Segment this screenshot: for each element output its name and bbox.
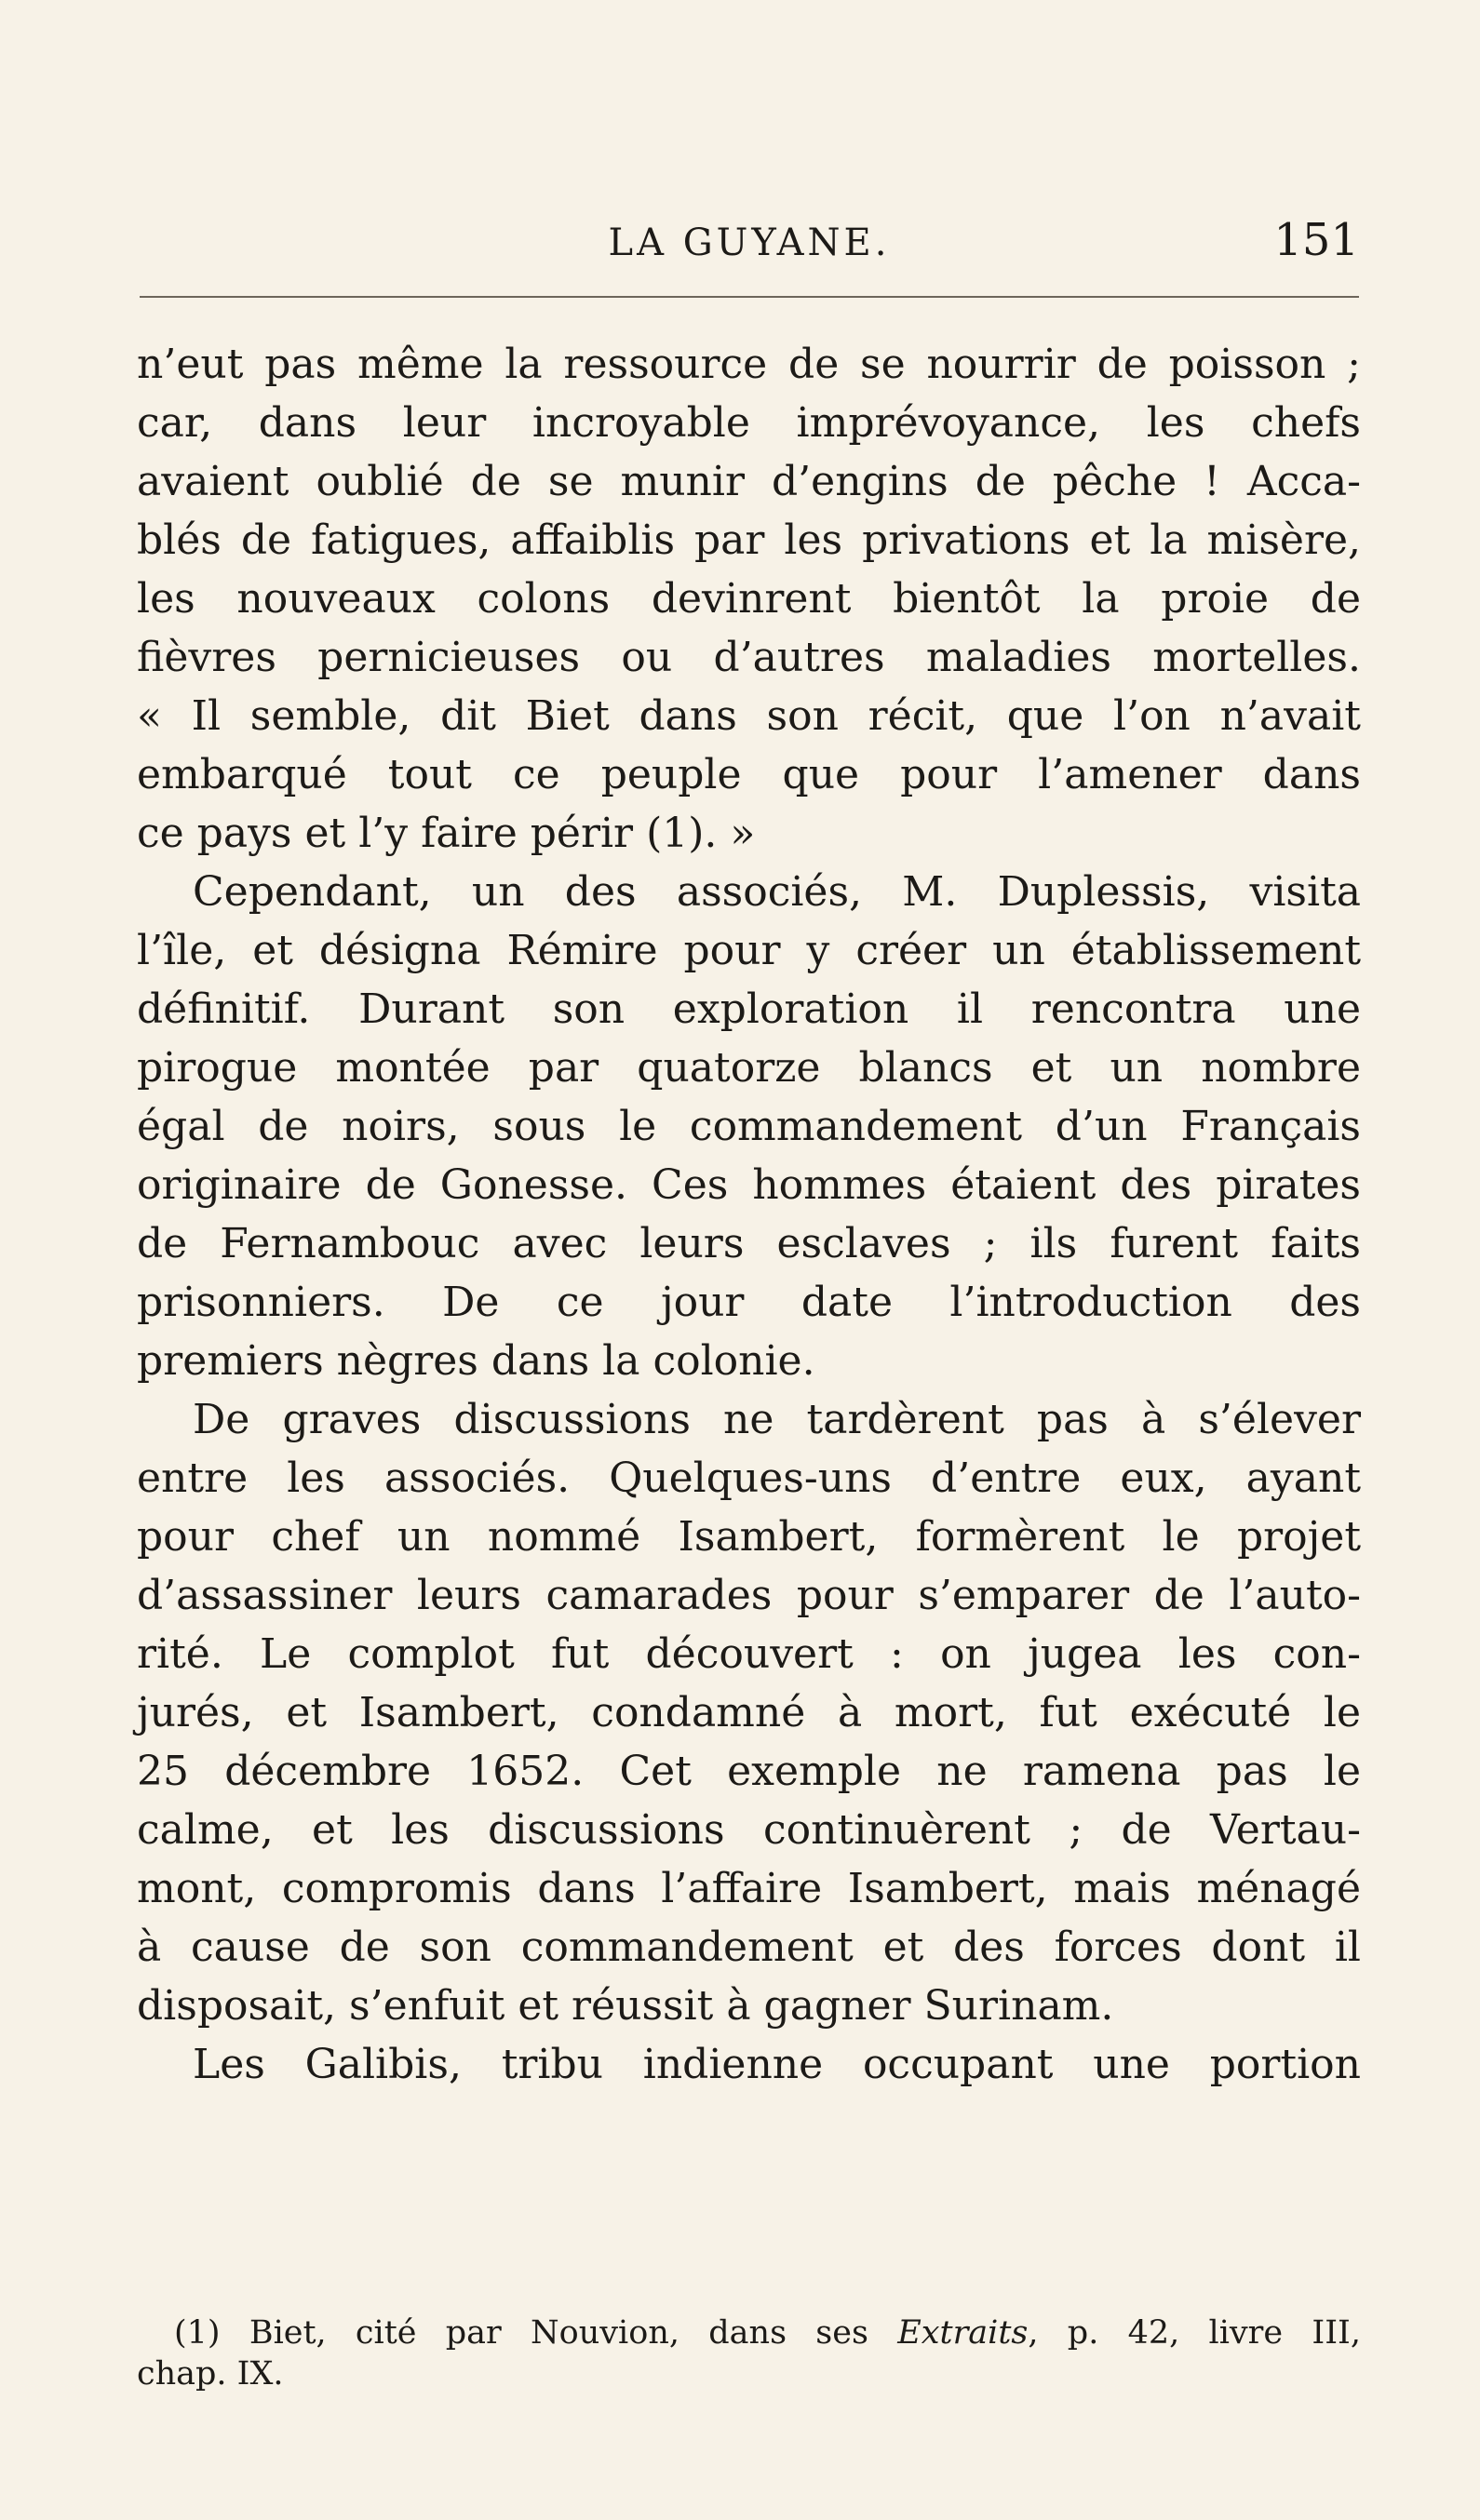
text-line: l’île, et désigna Rémire pour y créer un établissement	[137, 927, 1361, 974]
text-line: définitif. Durant son exploration il rencontra une	[137, 985, 1361, 1033]
text-line: de Fernambouc avec leurs esclaves ; ils furent faits	[137, 1220, 1361, 1267]
text-line: prisonniers. De ce jour date l’introduction des	[137, 1279, 1361, 1326]
text-line: originaire de Gonesse. Ces hommes étaient des pirates	[137, 1161, 1361, 1209]
page-number: 151	[1273, 214, 1359, 266]
text-line: mont, compromis dans l’affaire Isambert, mais ménagé	[137, 1865, 1361, 1912]
text-line: embarqué tout ce peuple que pour l’amener dans	[137, 751, 1361, 798]
text-line: « Il semble, dit Biet dans son récit, que l’on n’avait	[137, 692, 1361, 740]
text-line: pour chef un nommé Isambert, formèrent le projet	[137, 1513, 1361, 1561]
text-line: entre les associés. Quelques-uns d’entre eux, ayant	[137, 1454, 1361, 1502]
text-line: fièvres pernicieuses ou d’autres maladies mortelles.	[137, 634, 1361, 681]
text-line: blés de fatigues, affaiblis par les privations et la misère,	[137, 516, 1361, 564]
running-title: LA GUYANE.	[608, 221, 891, 264]
footnote-line	[137, 2312, 1361, 2353]
text-line: calme, et les discussions continuèrent ; de Vertau-	[137, 1806, 1361, 1854]
text-line: d’assassiner leurs camarades pour s’emparer de l’auto-	[137, 1572, 1361, 1619]
text-line: jurés, et Isambert, condamné à mort, fut exécuté le	[137, 1689, 1361, 1736]
text-line: pirogue montée par quatorze blancs et un nombre	[137, 1044, 1361, 1092]
footnote-text: , p. 42, livre III,	[1028, 2314, 1361, 2352]
text-line: les nouveaux colons devinrent bientôt la proie de	[137, 575, 1361, 623]
text-line: disposait, s’enfuit et réussit à gagner Surinam.	[137, 1982, 1114, 2030]
text-line: Les Galibis, tribu indienne occupant une portion	[193, 2041, 1361, 2088]
text-line: 25 décembre 1652. Cet exemple ne ramena pas le	[137, 1748, 1361, 1795]
text-line: rité. Le complot fut découvert : on jugea les con-	[137, 1630, 1361, 1678]
text-line: n’eut pas même la ressource de se nourrir de poisson ;	[137, 341, 1361, 388]
footnote-source-title: Extraits	[897, 2314, 1029, 2352]
page-header	[140, 214, 1359, 279]
footnote	[137, 2312, 1361, 2394]
text-line: égal de noirs, sous le commandement d’un Français	[137, 1103, 1361, 1150]
header-rule	[140, 296, 1359, 298]
text-line: car, dans leur incroyable imprévoyance, les chefs	[137, 399, 1361, 447]
footnote-line: chap. IX.	[137, 2355, 284, 2393]
footnote-text: (1) Biet, cité par Nouvion, dans ses	[174, 2314, 898, 2352]
text-line: ce pays et l’y faire périr (1). »	[137, 810, 756, 857]
text-line: premiers nègres dans la colonie.	[137, 1337, 815, 1385]
text-line: De graves discussions ne tardèrent pas à s’élever	[193, 1396, 1361, 1443]
text-line: avaient oublié de se munir d’engins de pêche ! Acca-	[137, 458, 1361, 505]
body-text	[137, 335, 1361, 2094]
text-line: Cependant, un des associés, M. Duplessis, visita	[193, 868, 1361, 916]
text-line: à cause de son commandement et des forces dont il	[137, 1924, 1361, 1971]
